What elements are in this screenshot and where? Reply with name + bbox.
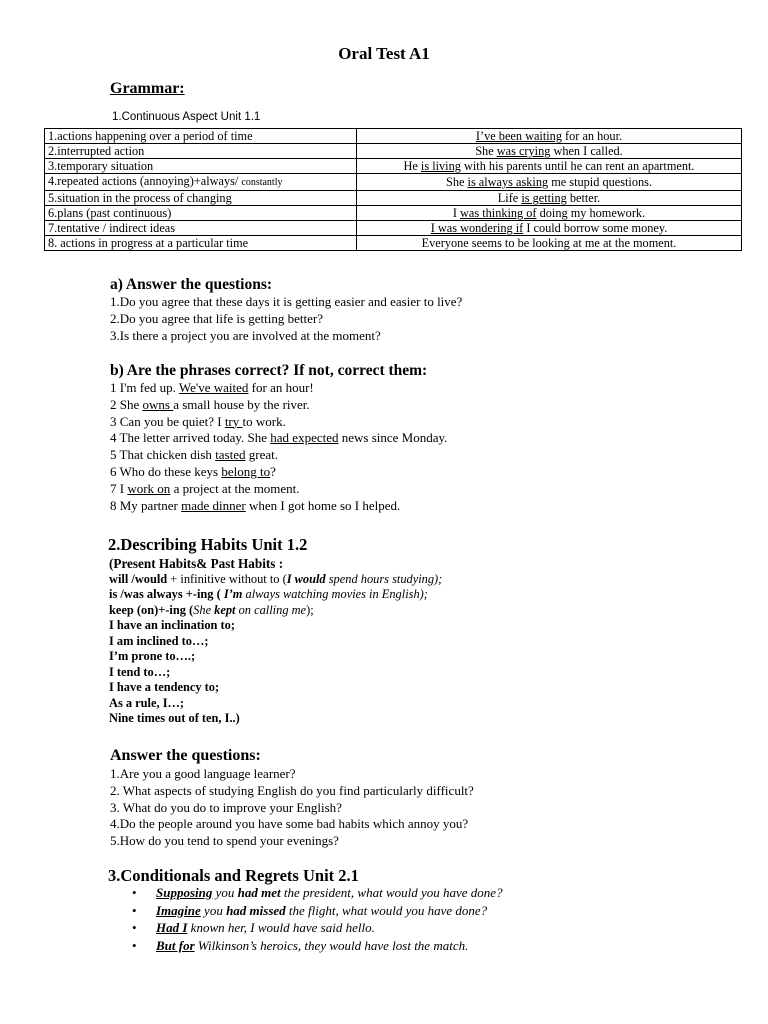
table-cell-rule: 1.actions happening over a period of time (45, 129, 357, 144)
habit-line: is /was always +-ing ( I’m always watching movies in English); (109, 587, 428, 601)
list-item: 5.How do you tend to spend your evenings? (110, 833, 339, 849)
table-row (45, 206, 742, 221)
list-item: 4.Do the people around you have some bad habits which annoy you? (110, 816, 469, 832)
list-item: 6 Who do these keys belong to? (110, 463, 276, 479)
table-cell-rule: 6.plans (past continuous) (45, 206, 357, 221)
table-row (45, 174, 742, 191)
table-row (45, 144, 742, 159)
table-row (45, 221, 742, 236)
continuous-aspect-table (44, 128, 742, 251)
habit-phrase: I tend to…; (109, 664, 171, 679)
list-item: 3.Is there a project you are involved at the moment? (110, 327, 381, 343)
table-cell-rule: 5.situation in the process of changing (45, 191, 357, 206)
table-cell-example: I’ve been waiting for an hour. (357, 129, 742, 144)
habit-line: will /would + infinitive without to (I would spend hours studying); (109, 571, 443, 586)
table-row (45, 159, 742, 174)
list-item: 7 I work on a project at the moment. (110, 480, 300, 496)
section-b-items (110, 380, 447, 514)
list-item: 3 Can you be quiet? I try to work. (110, 413, 286, 429)
conditionals-list (108, 884, 503, 954)
list-item: • Supposing you had met the president, what would you have done? (132, 885, 503, 900)
table-cell-example: I was wondering if I could borrow some money. (357, 221, 742, 236)
section-3-heading: 3.Conditionals and Regrets Unit 2.1 (108, 866, 359, 885)
list-item: 1 I'm fed up. We've waited for an hour! (110, 380, 314, 395)
grammar-heading: Grammar: (110, 80, 185, 97)
section-a-heading: a) Answer the questions: (110, 276, 273, 293)
section-2-heading: 2.Describing Habits Unit 1.2 (108, 535, 308, 554)
table-cell-rule: 7.tentative / indirect ideas (45, 221, 357, 236)
page-title: Oral Test A1 (338, 44, 430, 63)
list-item: 2.Do you agree that life is getting better? (110, 310, 323, 326)
table-cell-example: Everyone seems to be looking at me at the moment. (357, 236, 742, 251)
list-item: 1.Are you a good language learner? (110, 766, 296, 781)
table-row (45, 236, 742, 251)
bullet-icon: • (132, 885, 137, 900)
table-cell-rule: 3.temporary situation (45, 159, 357, 174)
table-row (45, 129, 742, 144)
list-item: • Had I known her, I would have said hello. (132, 920, 375, 936)
habit-phrase: I am inclined to…; (109, 633, 209, 648)
table-cell-example: I was thinking of doing my homework. (357, 206, 742, 221)
habit-line: keep (on)+-ing (She kept on calling me); (109, 602, 314, 617)
section-a-questions (110, 294, 462, 344)
table-cell-rule: 4.repeated actions (annoying)+always/ constantly (45, 174, 357, 191)
list-item: 4 The letter arrived today. She had expected news since Monday. (110, 430, 448, 446)
section-2-questions-heading: Answer the questions: (110, 747, 261, 764)
section-b-heading: b) Are the phrases correct? If not, correct them: (110, 362, 428, 379)
bullet-icon: • (132, 902, 137, 918)
habit-phrase: I have an inclination to; (109, 618, 235, 632)
list-item: 8 My partner made dinner when I got home so I helped. (110, 497, 401, 513)
table-cell-rule: 2.interrupted action (45, 144, 357, 159)
habit-phrase: I’m prone to….; (109, 649, 196, 663)
table-cell-example: He is living with his parents until he can rent an apartment. (357, 159, 742, 174)
list-item: 2 She owns a small house by the river. (110, 396, 310, 412)
list-item: • But for Wilkinson’s heroics, they would have lost the match. (132, 937, 469, 953)
bullet-icon: • (132, 937, 137, 953)
table-cell-rule: 8. actions in progress at a particular time (45, 236, 357, 251)
list-item: 1.Do you agree that these days it is getting easier and easier to live? (110, 294, 463, 309)
section-2-questions (110, 766, 474, 850)
table-cell-example: She is always asking me stupid questions. (357, 174, 742, 191)
list-item: 5 That chicken dish tasted great. (110, 447, 278, 463)
list-item: • Imagine you had missed the flight, what would you have done? (132, 902, 488, 918)
bullet-icon: • (132, 920, 137, 936)
table-cell-example: She was crying when I called. (357, 144, 742, 159)
list-item: 3. What do you do to improve your English? (110, 799, 342, 815)
habit-phrase: As a rule, I…; (109, 695, 185, 710)
unit-1-1-heading: 1.Continuous Aspect Unit 1.1 (112, 111, 261, 123)
table-cell-example: Life is getting better. (357, 191, 742, 206)
habits-block (109, 556, 442, 727)
habit-phrase: I have a tendency to; (109, 680, 220, 694)
habits-subheading: (Present Habits& Past Habits : (109, 556, 284, 571)
list-item: 2. What aspects of studying English do you find particularly difficult? (110, 782, 474, 798)
table-row (45, 191, 742, 206)
habit-phrase: Nine times out of ten, I..) (109, 711, 240, 725)
